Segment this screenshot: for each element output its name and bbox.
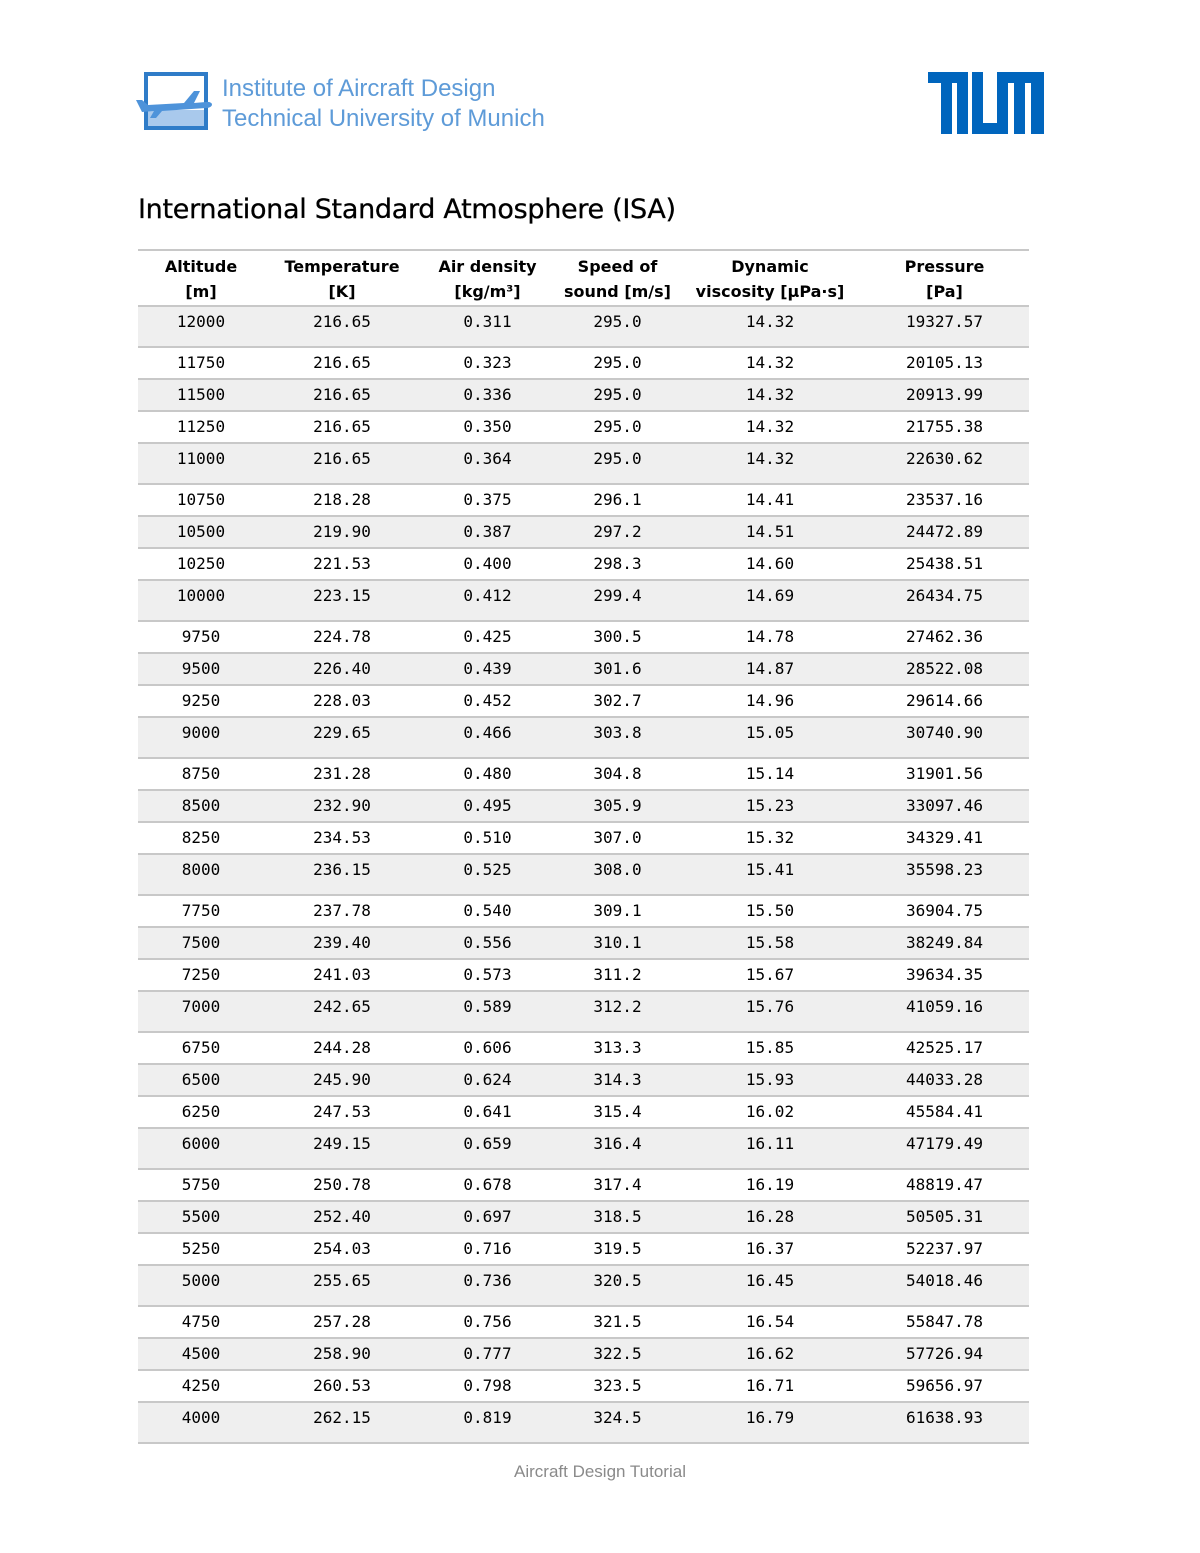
table-row xyxy=(138,1370,1029,1402)
cell-pressure: 45584.41 xyxy=(860,1096,1029,1128)
table-row xyxy=(138,927,1029,959)
header-label: Pressure xyxy=(904,257,985,276)
cell-air-density: 0.364 xyxy=(420,443,555,484)
cell-temperature: 231.28 xyxy=(264,758,420,790)
cell-altitude: 5500 xyxy=(138,1201,264,1233)
cell-dynamic-viscosity: 14.32 xyxy=(680,306,860,347)
cell-speed-of-sound: 316.4 xyxy=(555,1128,680,1169)
cell-temperature: 218.28 xyxy=(264,484,420,516)
cell-air-density: 0.480 xyxy=(420,758,555,790)
cell-temperature: 247.53 xyxy=(264,1096,420,1128)
cell-dynamic-viscosity: 16.28 xyxy=(680,1201,860,1233)
table-row xyxy=(138,484,1029,516)
cell-speed-of-sound: 295.0 xyxy=(555,306,680,347)
cell-temperature: 216.65 xyxy=(264,443,420,484)
cell-air-density: 0.798 xyxy=(420,1370,555,1402)
cell-air-density: 0.387 xyxy=(420,516,555,548)
cell-dynamic-viscosity: 14.32 xyxy=(680,347,860,379)
cell-speed-of-sound: 295.0 xyxy=(555,443,680,484)
cell-altitude: 10250 xyxy=(138,548,264,580)
cell-temperature: 229.65 xyxy=(264,717,420,758)
header-label: Speed of xyxy=(577,257,658,276)
cell-pressure: 61638.93 xyxy=(860,1402,1029,1443)
cell-altitude: 11000 xyxy=(138,443,264,484)
cell-dynamic-viscosity: 14.60 xyxy=(680,548,860,580)
cell-temperature: 226.40 xyxy=(264,653,420,685)
cell-dynamic-viscosity: 15.67 xyxy=(680,959,860,991)
cell-air-density: 0.452 xyxy=(420,685,555,717)
cell-speed-of-sound: 313.3 xyxy=(555,1032,680,1064)
table-row xyxy=(138,1064,1029,1096)
cell-air-density: 0.425 xyxy=(420,621,555,653)
cell-air-density: 0.439 xyxy=(420,653,555,685)
cell-dynamic-viscosity: 16.02 xyxy=(680,1096,860,1128)
cell-dynamic-viscosity: 15.23 xyxy=(680,790,860,822)
cell-dynamic-viscosity: 16.11 xyxy=(680,1128,860,1169)
cell-speed-of-sound: 305.9 xyxy=(555,790,680,822)
cell-altitude: 6500 xyxy=(138,1064,264,1096)
cell-air-density: 0.400 xyxy=(420,548,555,580)
cell-speed-of-sound: 323.5 xyxy=(555,1370,680,1402)
cell-dynamic-viscosity: 15.05 xyxy=(680,717,860,758)
cell-pressure: 35598.23 xyxy=(860,854,1029,895)
cell-air-density: 0.819 xyxy=(420,1402,555,1443)
cell-pressure: 44033.28 xyxy=(860,1064,1029,1096)
cell-dynamic-viscosity: 16.54 xyxy=(680,1306,860,1338)
table-row xyxy=(138,411,1029,443)
cell-speed-of-sound: 302.7 xyxy=(555,685,680,717)
cell-dynamic-viscosity: 15.76 xyxy=(680,991,860,1032)
table-row xyxy=(138,991,1029,1032)
cell-pressure: 47179.49 xyxy=(860,1128,1029,1169)
table-row xyxy=(138,1201,1029,1233)
cell-temperature: 244.28 xyxy=(264,1032,420,1064)
cell-altitude: 7500 xyxy=(138,927,264,959)
cell-temperature: 252.40 xyxy=(264,1201,420,1233)
cell-temperature: 237.78 xyxy=(264,895,420,927)
header-label: Altitude xyxy=(164,257,238,276)
cell-dynamic-viscosity: 16.71 xyxy=(680,1370,860,1402)
table-row xyxy=(138,822,1029,854)
cell-dynamic-viscosity: 15.93 xyxy=(680,1064,860,1096)
cell-altitude: 10000 xyxy=(138,580,264,621)
table-row xyxy=(138,1233,1029,1265)
table-row xyxy=(138,1128,1029,1169)
cell-temperature: 255.65 xyxy=(264,1265,420,1306)
cell-speed-of-sound: 320.5 xyxy=(555,1265,680,1306)
cell-speed-of-sound: 300.5 xyxy=(555,621,680,653)
cell-altitude: 9250 xyxy=(138,685,264,717)
cell-temperature: 241.03 xyxy=(264,959,420,991)
cell-altitude: 10500 xyxy=(138,516,264,548)
table-row xyxy=(138,1032,1029,1064)
cell-altitude: 12000 xyxy=(138,306,264,347)
cell-pressure: 50505.31 xyxy=(860,1201,1029,1233)
cell-altitude: 4750 xyxy=(138,1306,264,1338)
cell-pressure: 20105.13 xyxy=(860,347,1029,379)
cell-pressure: 26434.75 xyxy=(860,580,1029,621)
cell-dynamic-viscosity: 14.69 xyxy=(680,580,860,621)
cell-dynamic-viscosity: 14.78 xyxy=(680,621,860,653)
cell-temperature: 223.15 xyxy=(264,580,420,621)
cell-temperature: 242.65 xyxy=(264,991,420,1032)
cell-air-density: 0.336 xyxy=(420,379,555,411)
cell-temperature: 262.15 xyxy=(264,1402,420,1443)
cell-dynamic-viscosity: 14.32 xyxy=(680,443,860,484)
cell-pressure: 29614.66 xyxy=(860,685,1029,717)
cell-pressure: 30740.90 xyxy=(860,717,1029,758)
table-row xyxy=(138,685,1029,717)
cell-pressure: 54018.46 xyxy=(860,1265,1029,1306)
cell-temperature: 216.65 xyxy=(264,347,420,379)
header-unit: [m] xyxy=(185,282,217,301)
cell-air-density: 0.659 xyxy=(420,1128,555,1169)
cell-air-density: 0.756 xyxy=(420,1306,555,1338)
cell-altitude: 5250 xyxy=(138,1233,264,1265)
cell-altitude: 7750 xyxy=(138,895,264,927)
header-pressure xyxy=(860,250,1029,306)
cell-temperature: 245.90 xyxy=(264,1064,420,1096)
cell-temperature: 216.65 xyxy=(264,379,420,411)
cell-altitude: 8000 xyxy=(138,854,264,895)
cell-speed-of-sound: 321.5 xyxy=(555,1306,680,1338)
cell-pressure: 28522.08 xyxy=(860,653,1029,685)
header-label: Air density xyxy=(438,257,537,276)
cell-dynamic-viscosity: 14.32 xyxy=(680,379,860,411)
cell-pressure: 55847.78 xyxy=(860,1306,1029,1338)
cell-speed-of-sound: 296.1 xyxy=(555,484,680,516)
cell-pressure: 19327.57 xyxy=(860,306,1029,347)
cell-pressure: 20913.99 xyxy=(860,379,1029,411)
cell-air-density: 0.606 xyxy=(420,1032,555,1064)
cell-altitude: 6000 xyxy=(138,1128,264,1169)
header-unit: [K] xyxy=(328,282,356,301)
cell-temperature: 236.15 xyxy=(264,854,420,895)
cell-speed-of-sound: 304.8 xyxy=(555,758,680,790)
cell-temperature: 224.78 xyxy=(264,621,420,653)
cell-speed-of-sound: 317.4 xyxy=(555,1169,680,1201)
cell-temperature: 234.53 xyxy=(264,822,420,854)
cell-pressure: 24472.89 xyxy=(860,516,1029,548)
header-dynamic-viscosity xyxy=(680,250,860,306)
cell-pressure: 25438.51 xyxy=(860,548,1029,580)
cell-speed-of-sound: 303.8 xyxy=(555,717,680,758)
table-row xyxy=(138,790,1029,822)
cell-dynamic-viscosity: 16.79 xyxy=(680,1402,860,1443)
cell-altitude: 6750 xyxy=(138,1032,264,1064)
cell-speed-of-sound: 309.1 xyxy=(555,895,680,927)
header-unit: sound [m/s] xyxy=(564,282,671,301)
table-row xyxy=(138,717,1029,758)
table-row xyxy=(138,653,1029,685)
cell-altitude: 11750 xyxy=(138,347,264,379)
header-speed-of-sound xyxy=(555,250,680,306)
cell-altitude: 7250 xyxy=(138,959,264,991)
cell-dynamic-viscosity: 15.32 xyxy=(680,822,860,854)
cell-altitude: 4500 xyxy=(138,1338,264,1370)
table-row xyxy=(138,758,1029,790)
cell-pressure: 33097.46 xyxy=(860,790,1029,822)
cell-speed-of-sound: 298.3 xyxy=(555,548,680,580)
cell-temperature: 260.53 xyxy=(264,1370,420,1402)
cell-pressure: 27462.36 xyxy=(860,621,1029,653)
cell-altitude: 10750 xyxy=(138,484,264,516)
table-row xyxy=(138,1338,1029,1370)
cell-temperature: 258.90 xyxy=(264,1338,420,1370)
cell-air-density: 0.777 xyxy=(420,1338,555,1370)
table-row xyxy=(138,854,1029,895)
airplane-logo-icon xyxy=(134,70,214,134)
cell-dynamic-viscosity: 14.51 xyxy=(680,516,860,548)
tum-logo-icon xyxy=(928,72,1044,134)
cell-temperature: 232.90 xyxy=(264,790,420,822)
cell-altitude: 8750 xyxy=(138,758,264,790)
table-row xyxy=(138,548,1029,580)
cell-dynamic-viscosity: 14.41 xyxy=(680,484,860,516)
cell-speed-of-sound: 307.0 xyxy=(555,822,680,854)
cell-air-density: 0.540 xyxy=(420,895,555,927)
cell-speed-of-sound: 315.4 xyxy=(555,1096,680,1128)
cell-air-density: 0.495 xyxy=(420,790,555,822)
cell-speed-of-sound: 311.2 xyxy=(555,959,680,991)
cell-pressure: 34329.41 xyxy=(860,822,1029,854)
cell-pressure: 39634.35 xyxy=(860,959,1029,991)
page-footer: Aircraft Design Tutorial xyxy=(514,1462,686,1481)
header-altitude xyxy=(138,250,264,306)
cell-temperature: 257.28 xyxy=(264,1306,420,1338)
cell-air-density: 0.573 xyxy=(420,959,555,991)
cell-air-density: 0.375 xyxy=(420,484,555,516)
table-row xyxy=(138,443,1029,484)
cell-temperature: 250.78 xyxy=(264,1169,420,1201)
cell-speed-of-sound: 324.5 xyxy=(555,1402,680,1443)
cell-pressure: 23537.16 xyxy=(860,484,1029,516)
cell-air-density: 0.525 xyxy=(420,854,555,895)
cell-pressure: 22630.62 xyxy=(860,443,1029,484)
cell-altitude: 5000 xyxy=(138,1265,264,1306)
cell-dynamic-viscosity: 16.45 xyxy=(680,1265,860,1306)
cell-speed-of-sound: 322.5 xyxy=(555,1338,680,1370)
cell-pressure: 57726.94 xyxy=(860,1338,1029,1370)
cell-speed-of-sound: 297.2 xyxy=(555,516,680,548)
table-row xyxy=(138,959,1029,991)
cell-speed-of-sound: 301.6 xyxy=(555,653,680,685)
cell-speed-of-sound: 295.0 xyxy=(555,379,680,411)
header-unit: [kg/m³] xyxy=(454,282,521,301)
table-row xyxy=(138,895,1029,927)
header-unit: viscosity [µPa·s] xyxy=(695,282,845,301)
cell-air-density: 0.716 xyxy=(420,1233,555,1265)
cell-dynamic-viscosity: 14.96 xyxy=(680,685,860,717)
table-header-row xyxy=(138,250,1029,306)
cell-altitude: 9750 xyxy=(138,621,264,653)
cell-air-density: 0.323 xyxy=(420,347,555,379)
cell-dynamic-viscosity: 14.87 xyxy=(680,653,860,685)
cell-temperature: 221.53 xyxy=(264,548,420,580)
cell-speed-of-sound: 318.5 xyxy=(555,1201,680,1233)
table-row xyxy=(138,1169,1029,1201)
cell-pressure: 31901.56 xyxy=(860,758,1029,790)
cell-altitude: 11500 xyxy=(138,379,264,411)
isa-table xyxy=(138,249,1029,1444)
table-row xyxy=(138,379,1029,411)
table-row xyxy=(138,1402,1029,1443)
cell-altitude: 4000 xyxy=(138,1402,264,1443)
cell-altitude: 9000 xyxy=(138,717,264,758)
cell-altitude: 8250 xyxy=(138,822,264,854)
header-temperature xyxy=(264,250,420,306)
cell-altitude: 7000 xyxy=(138,991,264,1032)
cell-pressure: 41059.16 xyxy=(860,991,1029,1032)
cell-temperature: 216.65 xyxy=(264,411,420,443)
cell-pressure: 38249.84 xyxy=(860,927,1029,959)
cell-dynamic-viscosity: 16.19 xyxy=(680,1169,860,1201)
institute-line-1: Institute of Aircraft Design xyxy=(222,75,496,102)
cell-temperature: 254.03 xyxy=(264,1233,420,1265)
cell-temperature: 249.15 xyxy=(264,1128,420,1169)
cell-altitude: 11250 xyxy=(138,411,264,443)
cell-speed-of-sound: 299.4 xyxy=(555,580,680,621)
page-title: International Standard Atmosphere (ISA) xyxy=(138,194,676,225)
header-unit: [Pa] xyxy=(926,282,963,301)
cell-speed-of-sound: 312.2 xyxy=(555,991,680,1032)
table-row xyxy=(138,347,1029,379)
table-row xyxy=(138,306,1029,347)
cell-dynamic-viscosity: 14.32 xyxy=(680,411,860,443)
cell-speed-of-sound: 314.3 xyxy=(555,1064,680,1096)
table-row xyxy=(138,1306,1029,1338)
cell-dynamic-viscosity: 15.50 xyxy=(680,895,860,927)
cell-pressure: 42525.17 xyxy=(860,1032,1029,1064)
cell-air-density: 0.412 xyxy=(420,580,555,621)
cell-dynamic-viscosity: 16.37 xyxy=(680,1233,860,1265)
cell-speed-of-sound: 310.1 xyxy=(555,927,680,959)
cell-speed-of-sound: 295.0 xyxy=(555,411,680,443)
cell-temperature: 216.65 xyxy=(264,306,420,347)
cell-speed-of-sound: 308.0 xyxy=(555,854,680,895)
cell-air-density: 0.589 xyxy=(420,991,555,1032)
cell-temperature: 219.90 xyxy=(264,516,420,548)
cell-pressure: 52237.97 xyxy=(860,1233,1029,1265)
cell-speed-of-sound: 295.0 xyxy=(555,347,680,379)
cell-dynamic-viscosity: 15.41 xyxy=(680,854,860,895)
cell-temperature: 228.03 xyxy=(264,685,420,717)
cell-temperature: 239.40 xyxy=(264,927,420,959)
cell-altitude: 9500 xyxy=(138,653,264,685)
header-label: Temperature xyxy=(284,257,400,276)
table-row xyxy=(138,621,1029,653)
header-air-density xyxy=(420,250,555,306)
cell-air-density: 0.350 xyxy=(420,411,555,443)
cell-altitude: 6250 xyxy=(138,1096,264,1128)
cell-air-density: 0.641 xyxy=(420,1096,555,1128)
table-row xyxy=(138,580,1029,621)
cell-air-density: 0.736 xyxy=(420,1265,555,1306)
cell-air-density: 0.556 xyxy=(420,927,555,959)
header-label: Dynamic xyxy=(731,257,809,276)
table-row xyxy=(138,1096,1029,1128)
cell-pressure: 21755.38 xyxy=(860,411,1029,443)
cell-dynamic-viscosity: 15.14 xyxy=(680,758,860,790)
cell-air-density: 0.678 xyxy=(420,1169,555,1201)
cell-pressure: 48819.47 xyxy=(860,1169,1029,1201)
institute-name xyxy=(222,74,545,134)
cell-pressure: 59656.97 xyxy=(860,1370,1029,1402)
cell-air-density: 0.624 xyxy=(420,1064,555,1096)
cell-altitude: 5750 xyxy=(138,1169,264,1201)
cell-dynamic-viscosity: 15.85 xyxy=(680,1032,860,1064)
cell-air-density: 0.697 xyxy=(420,1201,555,1233)
cell-altitude: 4250 xyxy=(138,1370,264,1402)
cell-speed-of-sound: 319.5 xyxy=(555,1233,680,1265)
cell-air-density: 0.510 xyxy=(420,822,555,854)
cell-dynamic-viscosity: 16.62 xyxy=(680,1338,860,1370)
table-body xyxy=(138,306,1029,1443)
institute-line-2: Technical University of Munich xyxy=(222,105,545,132)
cell-pressure: 36904.75 xyxy=(860,895,1029,927)
cell-altitude: 8500 xyxy=(138,790,264,822)
cell-air-density: 0.311 xyxy=(420,306,555,347)
cell-dynamic-viscosity: 15.58 xyxy=(680,927,860,959)
table-row xyxy=(138,516,1029,548)
table-row xyxy=(138,1265,1029,1306)
cell-air-density: 0.466 xyxy=(420,717,555,758)
